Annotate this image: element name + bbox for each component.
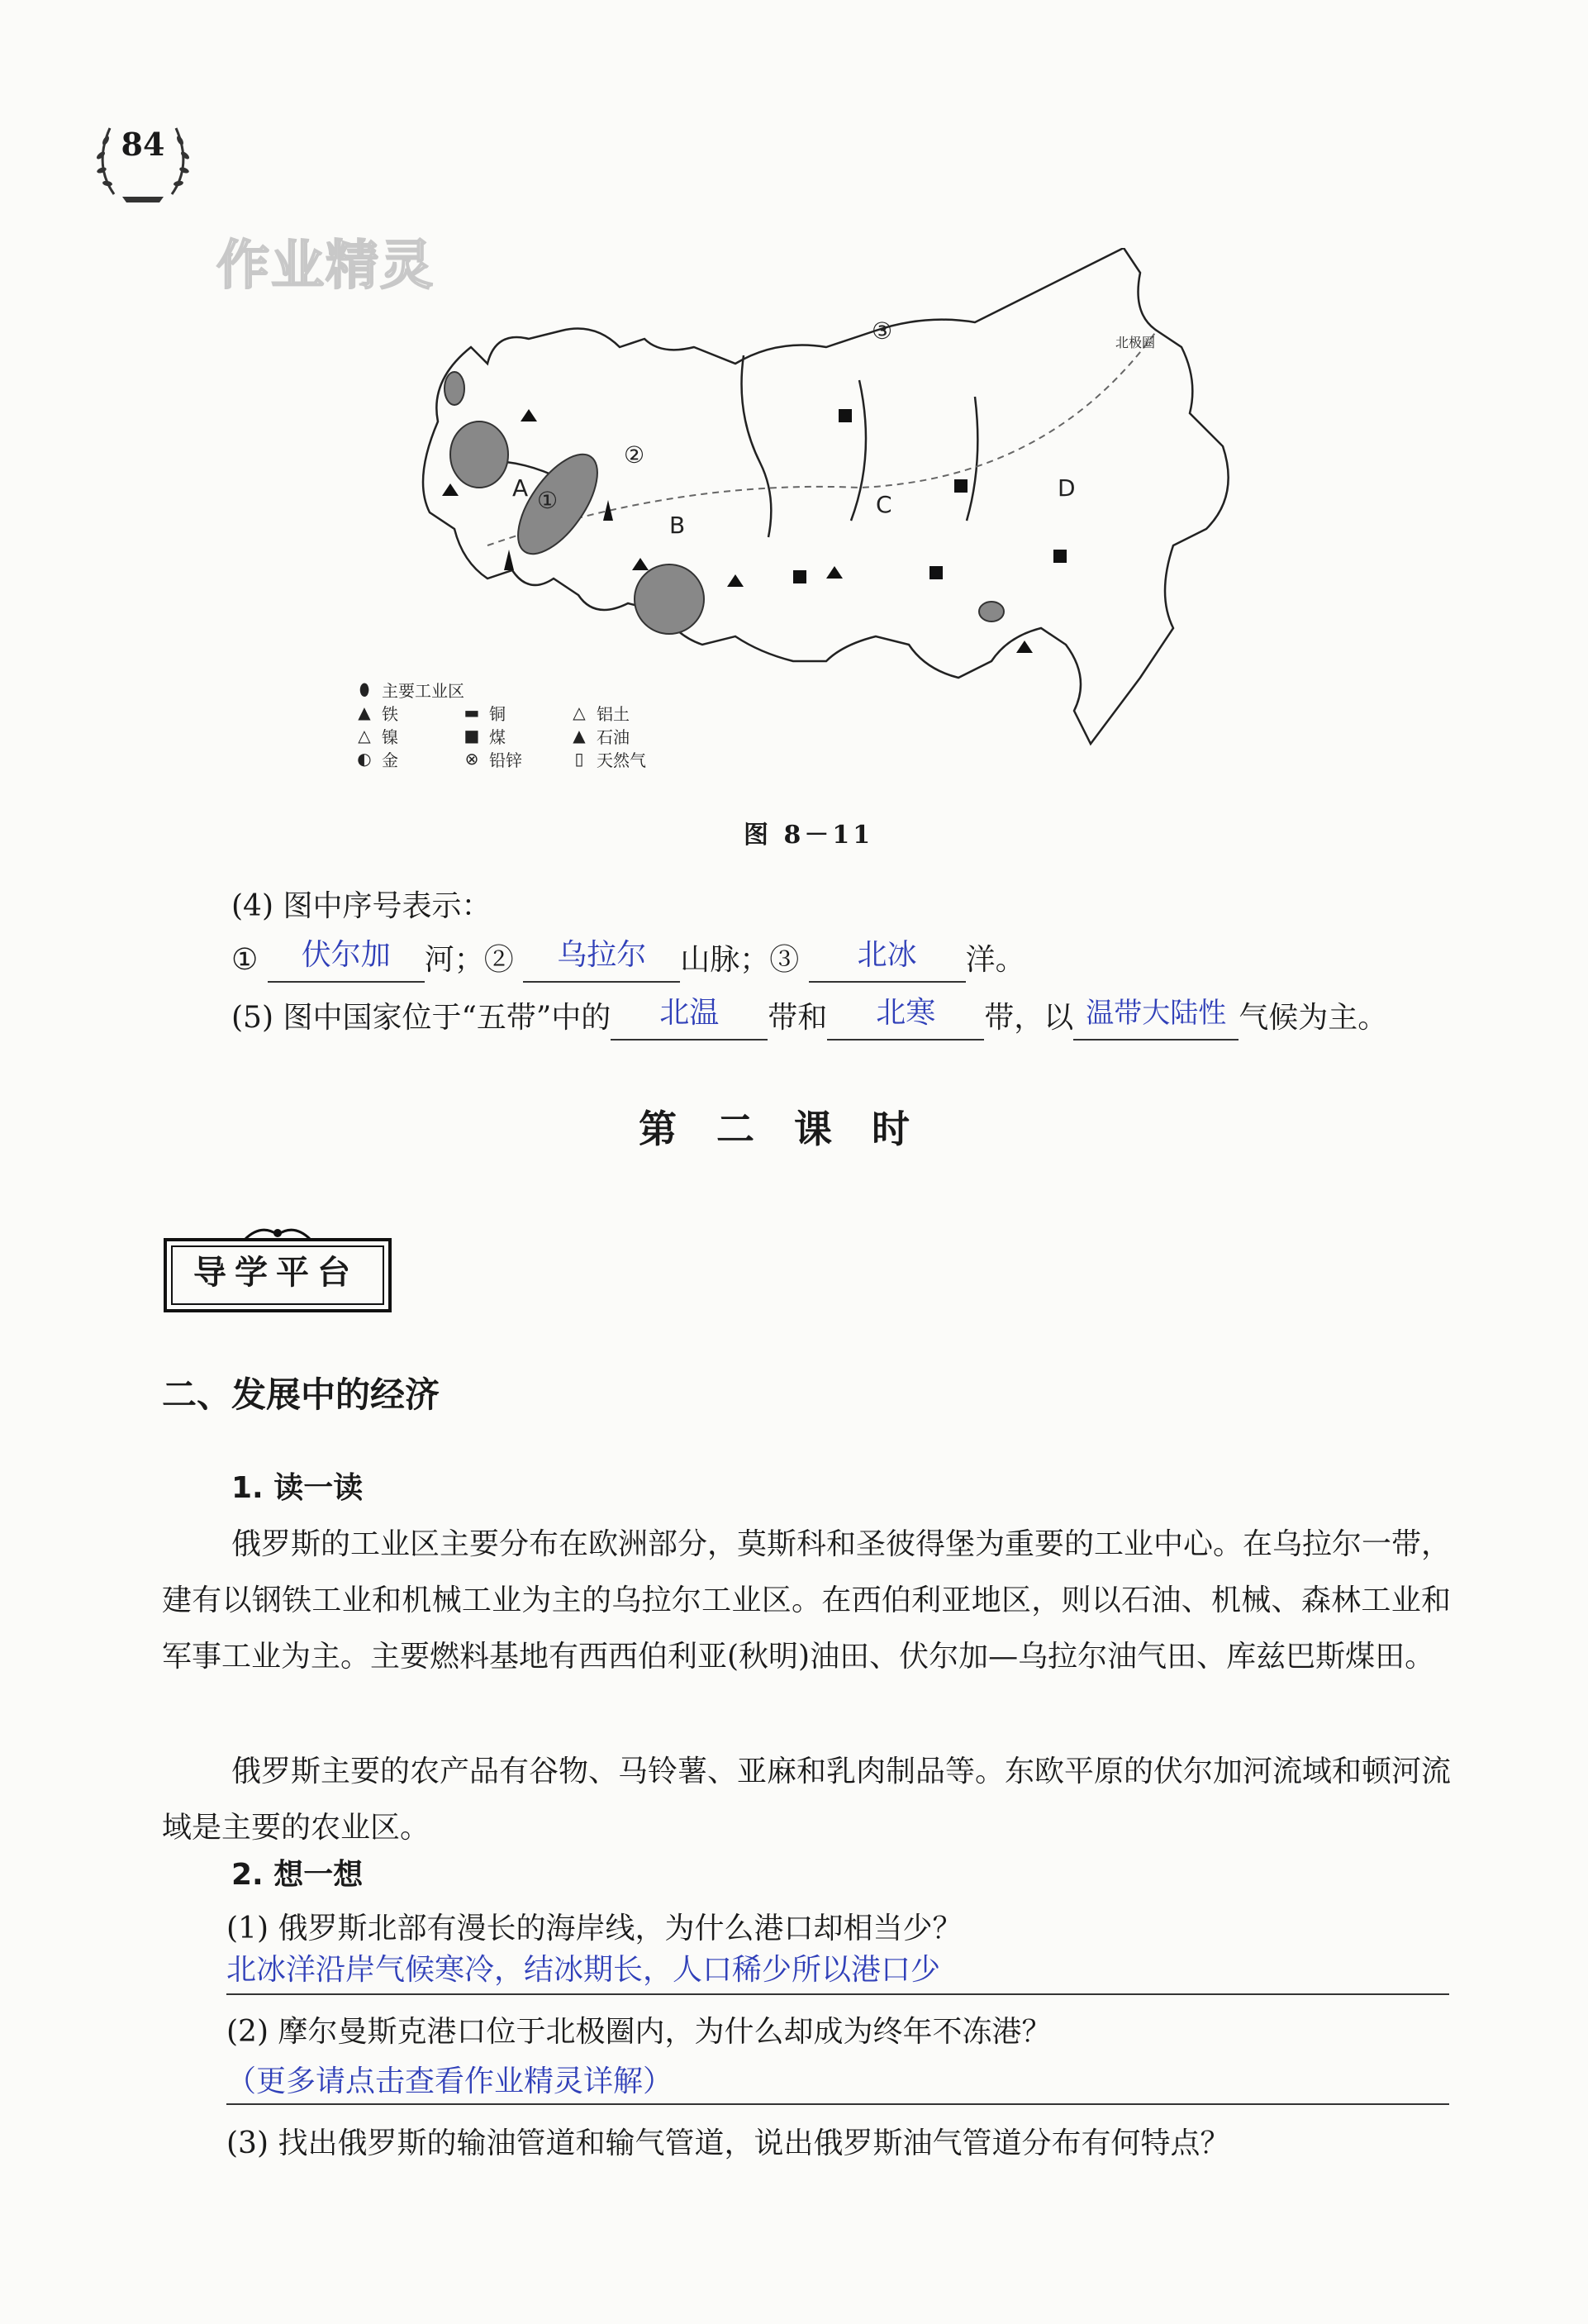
read-paragraph-2: 俄罗斯主要的农产品有谷物、马铃薯、亚麻和乳肉制品等。东欧平原的伏尔加河流域和顿河流域是主要的农业区。 — [162, 1755, 1452, 1845]
coal-icon: ■ — [464, 726, 480, 745]
legend-gold: ◐ 金 — [355, 747, 463, 771]
nickel-icon: △ — [358, 726, 371, 745]
think-question-3: (3) 找出俄罗斯的输油管道和输气管道，说出俄罗斯油气管道分布有何特点？ — [226, 2126, 1230, 2160]
answer-blank-4: 北温 — [611, 1002, 768, 1041]
badge-label: 导学平台 — [193, 1254, 359, 1292]
read-title: 1. 读一读 — [231, 1471, 364, 1505]
copper-icon: ▬ — [464, 702, 480, 722]
page-number: 84 — [121, 126, 165, 163]
answer-blank-1: 伏尔加 — [268, 945, 425, 983]
map-label-a: A — [512, 474, 529, 502]
read-paragraph-1: 俄罗斯的工业区主要分布在欧洲部分，莫斯科和圣彼得堡为重要的工业中心。在乌拉尔一带，建有以钢铁工业和机械工业为主的乌拉尔工业区。在西伯利亚地区，则以石油、机械、森林工业和军事工业为主。主要燃料基地有西西伯利亚(秋明)油田、伏尔加—乌拉尔油气田、库兹巴斯煤田。 — [162, 1527, 1452, 1674]
answer-blank-6: 温带大陆性 — [1073, 1002, 1239, 1041]
section-title: 二、发展中的经济 — [162, 1374, 440, 1415]
bauxite-icon: △ — [573, 702, 586, 722]
legend-lead-zinc: ⊗ 铅锌 — [463, 747, 570, 771]
legend-iron: ▲ 铁 — [355, 701, 463, 725]
watermark: 作业精灵 — [216, 236, 435, 297]
question-4-line: ① 伏尔加 河；② 乌拉尔 山脉；③ 北冰 洋。 — [231, 938, 1025, 983]
map-label-d: D — [1058, 474, 1076, 502]
legend-copper: ▬ 铜 — [464, 702, 506, 724]
think-question-1: (1) 俄罗斯北部有漫长的海岸线，为什么港口却相当少？ — [226, 1912, 963, 1945]
map-label-1: ① — [537, 487, 559, 514]
answer-line-2 — [226, 2103, 1449, 2105]
legend-coal: ■ 煤 — [464, 726, 506, 747]
figure-caption: 图 8－11 — [744, 821, 874, 850]
oil-icon: ▲ — [573, 726, 586, 745]
think-answer-2-link[interactable]: （更多请点击查看作业精灵详解） — [226, 2064, 673, 2098]
answer-blank-2: 乌拉尔 — [523, 945, 680, 983]
think-answer-1: 北冰洋沿岸气候寒冷，结冰期长，人口稀少所以港口少 — [226, 1953, 941, 1987]
question-4-intro: (4) 图中序号表示： — [231, 889, 492, 923]
industrial-zone-icon: ⬮ — [359, 679, 370, 699]
answer-blank-3: 北冰 — [809, 945, 966, 983]
legend-natural-gas: ▯ 天然气 — [570, 747, 678, 771]
iron-icon: ▲ — [358, 702, 371, 722]
map-label-arctic: 北极圈 — [1115, 335, 1156, 350]
lead-zinc-icon: ⊗ — [464, 749, 479, 769]
legend-bauxite: △ 铝土 — [570, 701, 678, 725]
legend-oil: ▲ 石油 — [570, 724, 678, 748]
map-label-2: ② — [624, 441, 645, 469]
map-label-3: ③ — [872, 317, 893, 345]
think-question-2: (2) 摩尔曼斯克港口位于北极圈内，为什么却成为终年不冻港？ — [226, 2015, 1052, 2049]
gold-icon: ◐ — [357, 749, 372, 769]
think-title: 2. 想一想 — [231, 1858, 364, 1892]
map-label-c: C — [876, 491, 892, 518]
legend-industrial-zone: ⬮ 主要工业区 — [355, 678, 570, 702]
legend-nickel: △ 镍 — [355, 724, 463, 748]
map-legend — [355, 678, 702, 770]
question-5-line: (5) 图中国家位于“五带”中的 北温 带和 北寒 带，以 温带大陆性 气候为主。 — [231, 996, 1387, 1041]
answer-line-1 — [226, 1993, 1449, 1995]
natural-gas-icon: ▯ — [574, 749, 584, 769]
answer-blank-5: 北寒 — [827, 1002, 984, 1041]
map-label-b: B — [669, 512, 686, 539]
lesson-title: 第二课时 — [639, 1107, 949, 1151]
